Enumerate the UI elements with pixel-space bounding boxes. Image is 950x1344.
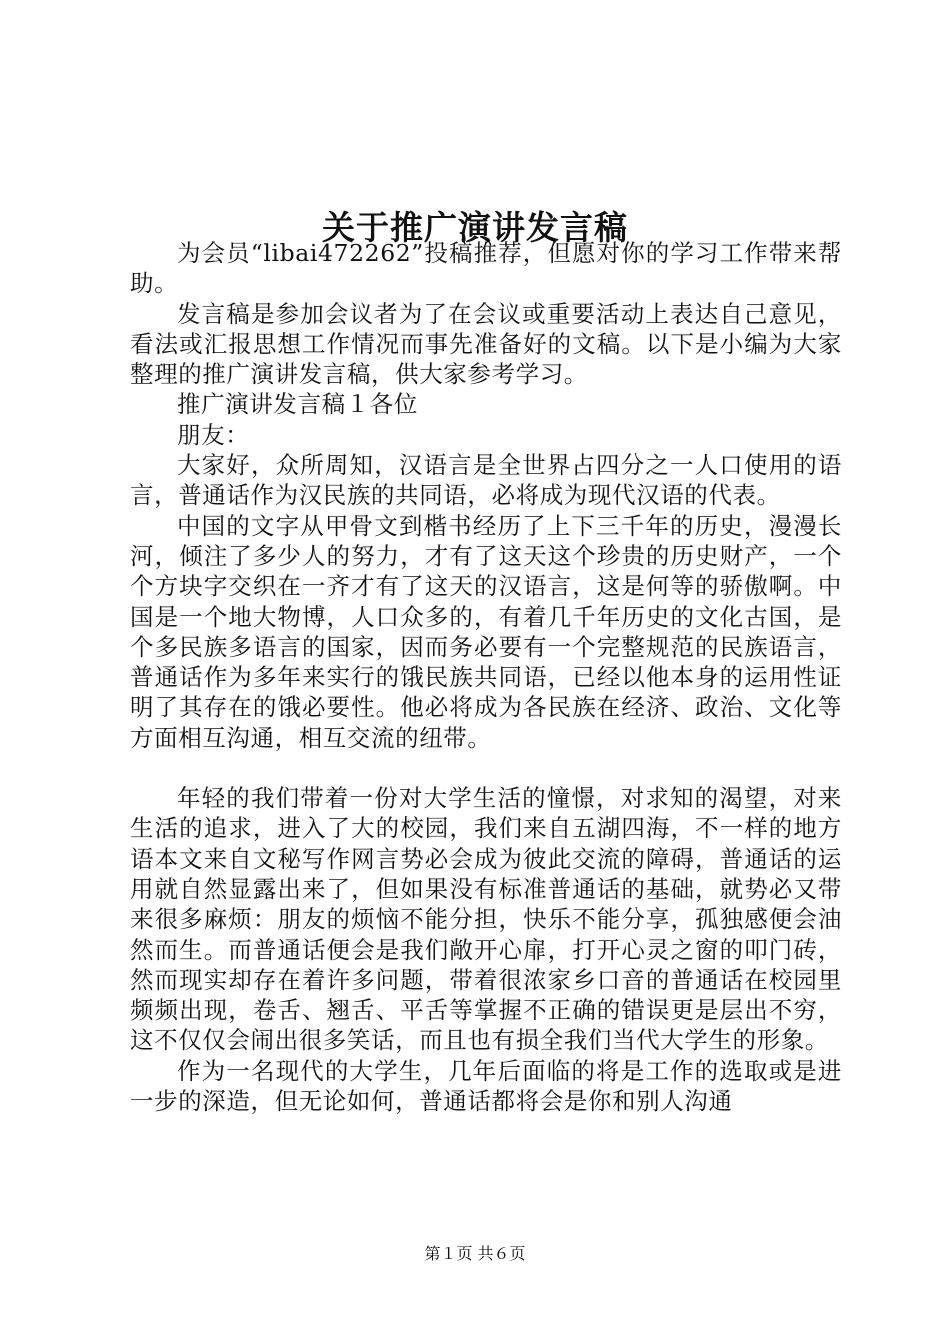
paragraph-speech-heading: 推广演讲发言稿１各位	[177, 390, 418, 419]
paragraph-history: 中国的文字从甲骨文到楷书经历了上下三千年的历史，漫漫长河，倾注了多少人的努力，才有了这天这个珍贵的历史财产，一个个方块字交织在一齐才有了这天的汉语言，这是何等的骄傲啊。中国是一个地大物博，人口众多的，有着几千年历史的文化古国，是个多民族多语言的国家，因而务必要有一个完整规范的民族语言，普通话作为多年来实行的饿民族共同语，已经以他本身的运用性证明了其存在的饿必要性。他必将成为各民族在经济、政治、文化等方面相互沟通，相互交流的纽带。	[130, 511, 842, 752]
document-title: 关于推广演讲发言稿	[322, 208, 628, 248]
paragraph-campus: 年轻的我们带着一份对大学生活的憧憬，对求知的渴望，对来生活的追求，进入了大的校园，我们来自五湖四海，不一样的地方语本文来自文秘写作网言势必会成为彼此交流的障碍，普通话的运用就自然显露出来了，但如果没有标准普通话的基础，就势必又带来很多麻烦：朋友的烦恼不能分担，快乐不能分享，孤独感便会油然而生。而普通话便会是我们敞开心扉，打开心灵之窗的叩门砖，然而现实却存在着许多问题，带着很浓家乡口音的普通话在校园里频频出现，卷舌、翘舌、平舌等掌握不正确的错误更是层出不穷，这不仅仅会闹出很多笑话，而且也有损全我们当代大学生的形象。	[130, 784, 842, 1055]
paragraph-intro: 发言稿是参加会议者为了在会议或重要活动上表达自己意见，看法或汇报思想工作情况而事先准备好的文稿。以下是小编为大家整理的推广演讲发言稿，供大家参考学习。	[130, 299, 842, 389]
paragraph-salutation: 朋友：	[177, 420, 250, 449]
paragraph-greeting: 大家好，众所周知，汉语言是全世界占四分之一人口使用的语言，普通话作为汉民族的共同语，必将成为现代汉语的代表。	[130, 451, 842, 510]
paragraph-future: 作为一名现代的大学生，几年后面临的将是工作的选取或是进一步的深造，但无论如何，普通话都将会是你和别人沟通	[130, 1056, 842, 1116]
paragraph-contributor-note: 为会员“libai472262”投稿推荐，但愿对你的学习工作带来帮助。	[130, 239, 842, 298]
document-body	[130, 238, 842, 1116]
page-number: 第１页 共６页	[424, 1244, 526, 1263]
